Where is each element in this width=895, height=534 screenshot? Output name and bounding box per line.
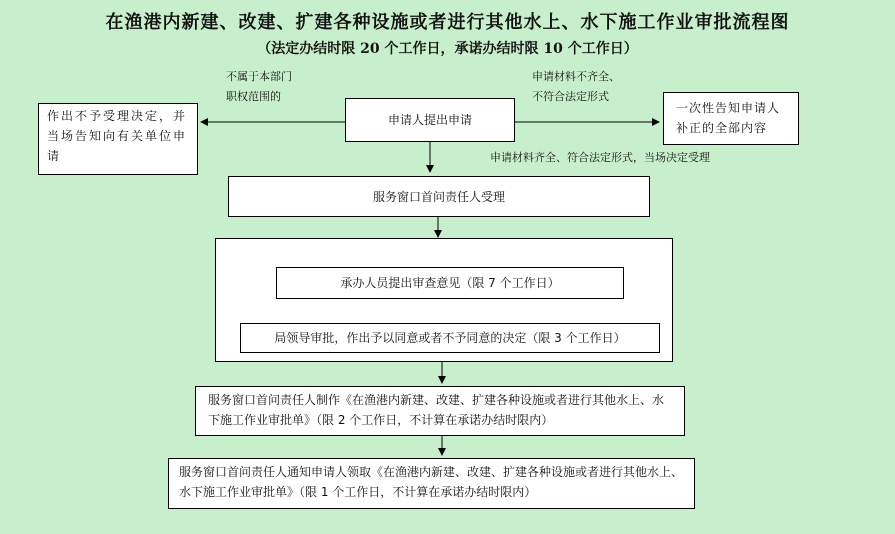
note-out-of-scope-line1: 不属于本部门 (226, 70, 292, 83)
note-accept-condition: 申请材料齐全、符合法定形式，当场决定受理 (490, 151, 710, 164)
page-subtitle: （法定办结时限 20 个工作日，承诺办结时限 10 个工作日） (257, 41, 638, 57)
note-out-of-scope-line2: 职权范围的 (226, 90, 281, 103)
note-incomplete-line1: 申请材料不齐全、 (532, 70, 620, 83)
acceptance-box: 服务窗口首问责任人受理 (228, 176, 650, 217)
make-approval-form-box: 服务窗口首问责任人制作《在渔港内新建、改建、扩建各种设施或者进行其他水上、水下施工作业审批单》（限 2 个工作日，不计算在承诺办结时限内） (195, 386, 685, 436)
supplement-notice-box: 一次性告知申请人补正的全部内容 (663, 92, 799, 145)
leader-approval-box: 局领导审批，作出予以同意或者不予同意的决定（限 3 个工作日） (240, 323, 660, 353)
notify-collection-box: 服务窗口首问责任人通知申请人领取《在渔港内新建、改建、扩建各种设施或者进行其他水上、水下施工作业审批单》（限 1 个工作日，不计算在承诺办结时限内） (168, 458, 695, 509)
note-incomplete-line2: 不符合法定形式 (532, 90, 609, 103)
page-title: 在渔港内新建、改建、扩建各种设施或者进行其他水上、水下施工作业审批流程图 (105, 12, 790, 33)
application-box: 申请人提出申请 (345, 98, 515, 142)
reject-decision-box: 作出不予受理决定，并当场告知向有关单位申请 (38, 103, 198, 175)
review-opinion-box: 承办人员提出审查意见（限 7 个工作日） (276, 267, 624, 299)
